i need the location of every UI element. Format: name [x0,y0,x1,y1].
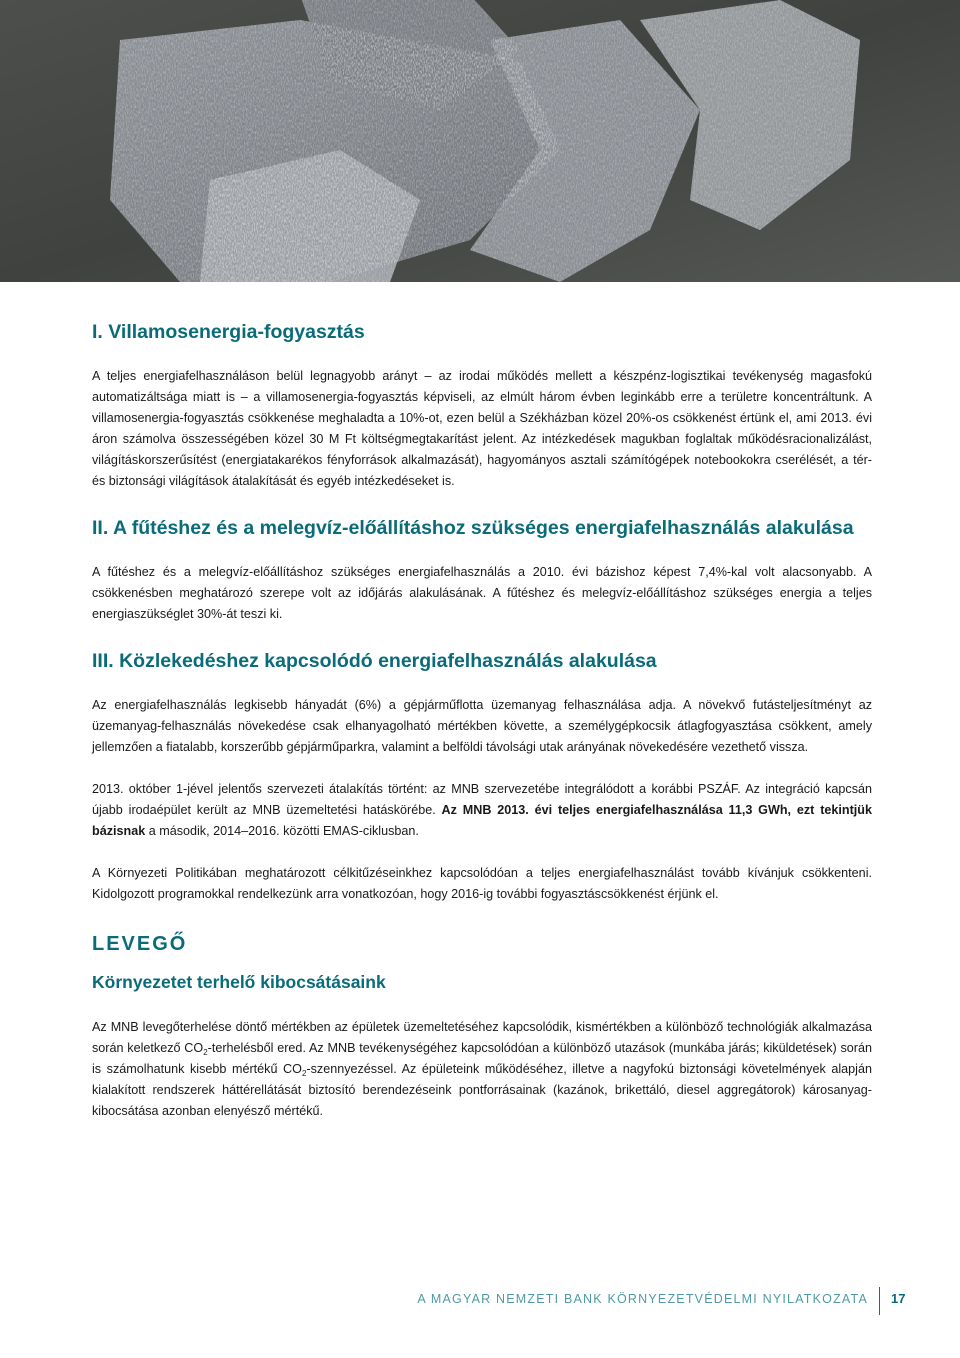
co2-subscript: 2 [301,1069,307,1078]
p2-text-c: a második, 2014–2016. közötti EMAS-ciklusban. [145,824,419,838]
section-3-title: III. Közlekedéshez kapcsolódó energiafelhasználás alakulása [92,650,657,672]
section-3-paragraph-3: A Környezeti Politikában meghatározott célkitűzéseinkhez kapcsolódóan a teljes energiafelhasználást tovább kívánjuk csökkenteni. Kidolgozott programokkal rendelkezünk arra vonatkozóan, hogy 2016-ig további fogyasztáscsökkenést érjünk el. [92,866,872,901]
section-1-title: I. Villamosenergia-fogyasztás [92,321,365,343]
footer-divider [879,1287,880,1315]
page-content [92,318,872,1122]
levego-text-c: -szennyezéssel. Az épületeink működéséhez, illetve a nagyfokú biztonsági követelmények alapján kialakított rendszerek háttérellátását biztosító berendezéseink pontforrásainak (kazánok, brikettáló, diesel aggregátorok) károsanyag-kibocsátása azonban elenyésző mértékű. [92,1062,872,1118]
levego-text-b: -terhelésből ered. Az MNB tevékenységéhez kapcsolódóan a különböző utazások (munkába járás; kiküldetések) során is számolhatunk kisebb mértékű CO [92,1041,872,1076]
footer-title: A MAGYAR NEMZETI BANK KÖRNYEZETVÉDELMI NYILATKOZATA [417,1292,868,1306]
co2-subscript: 2 [203,1048,208,1057]
section-3-paragraph-1: Az energiafelhasználás legkisebb hányadát (6%) a gépjárműflotta üzemanyag felhasználása adja. A növekvő futásteljesítményt az üzemanyag-felhasználás növekedése csak elhanyagolható mértékben követte, a személygépkocsik átlagfogyasztása csökkent, amely jellemzően a fiatalabb, korszerűbb gépjárműparkra, valamint a belföldi távolsági utak arányának növekedésére vezethető vissza. [92,698,872,754]
p2-text-bold: Az MNB 2013. évi teljes energiafelhasználása 11,3 GWh, ezt tekintjük bázisnak [92,803,872,838]
section-1-paragraph: A teljes energiafelhasználáson belül legnagyobb arányt – az irodai működés mellett a készpénz-logisztikai tevékenység magasfokú automatizáltsága miatt is – a villamosenergia-fogyasztás képviseli, az elmúlt három évben leginkább erre a területre koncentráltunk. A villamosenergia-fogyasztás csökkenése meghaladta a 10%-ot, ezen belül a Székházban közel 20%-os csökkenést értünk el, ami 2013. évi áron számolva összességében közel 30 M Ft költségmegtakarítást jelent. Az intézkedések magukban foglaltak működésracionalizálást, világításkorszerűsítést (energiatakarékos fényforrások alkalmazását), hagyományos asztali számítógépek notebookokra cserélését, a tér- és biztonsági világítások átalakítását és egyéb intézkedéseket is. [92,369,872,488]
page-footer [0,1289,960,1311]
levego-heading: LEVEGŐ [92,933,188,955]
levego-paragraph [92,1017,872,1122]
section-2-paragraph: A fűtéshez és a melegvíz-előállításhoz szükséges energiafelhasználás a 2010. évi bázishoz képest 7,4%-kal volt alacsonyabb. A csökkenésben meghatározó szerepe volt az időjárás alakulásának. A fűtéshez és melegvíz-előállításhoz szükséges energia a teljes energiaszükséglet 30%-át teszi ki. [92,565,872,621]
p2-text-a: 2013. október 1-jével jelentős szervezeti átalakítás történt: az MNB szervezetébe integrálódott a korábbi PSZÁF. Az integráció kapcsán újabb irodaépület került az MNB üzemeltetési hatáskörébe. [92,782,872,817]
insulation-material-photo-icon [0,0,960,282]
header-photo [0,0,960,282]
levego-subtitle: Környezetet terhelő kibocsátásaink [92,972,386,992]
page-number: 17 [891,1291,906,1306]
section-3-paragraph-2 [92,779,872,842]
section-2-title: II. A fűtéshez és a melegvíz-előállításhoz szükséges energiafelhasználás alakulása [92,517,854,539]
levego-text-a: Az MNB levegőterhelése döntő mértékben az épületek üzemeltetéséhez kapcsolódik, kismértékben a különböző technológiák alkalmazása során keletkező CO [92,1020,872,1055]
